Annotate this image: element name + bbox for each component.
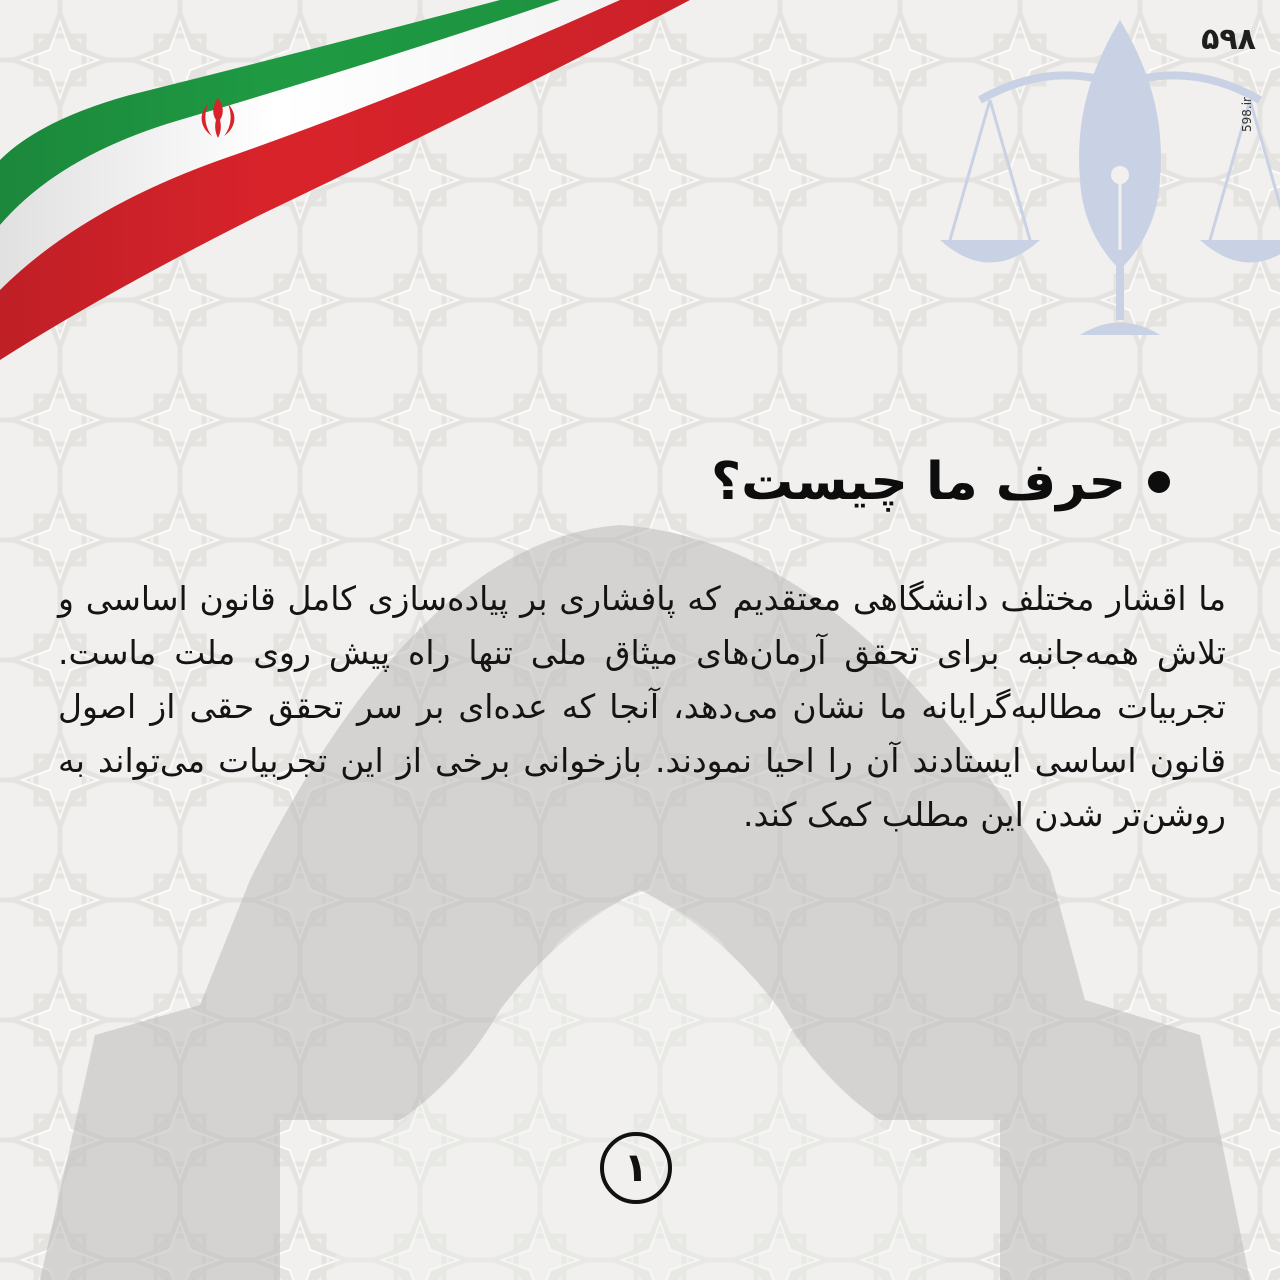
bullet-icon <box>1148 471 1170 493</box>
scale-pen-icon <box>920 0 1280 380</box>
body-paragraph: ما اقشار مختلف دانشگاهی معتقدیم که پافشاری بر پیاده‌سازی کامل قانون اساسی و تلاش همه‌جانبه برای تحقق آرمان‌های میثاق ملی تنها راه پیش روی ملت ماست. تجربیات مطالبه‌گرایانه ما نشان می‌دهد، آنجا که عده‌ای بر سر تحقق حقی از اصول قانون اساسی ایستادند آن را احیا نمودند. بازخوانی برخی از این تجربیات می‌تواند به روشن‌تر شدن این مطلب کمک کند. <box>58 579 1226 834</box>
page-number-badge: ۱ <box>600 1132 672 1204</box>
site-url: 598.ir <box>1240 97 1254 132</box>
page-title: حرف ما چیست؟ <box>711 452 1126 512</box>
iran-flag-ribbon-icon <box>0 0 700 380</box>
heading-row <box>711 452 1170 512</box>
brand-logo-text: ۵۹۸ <box>1201 22 1256 57</box>
